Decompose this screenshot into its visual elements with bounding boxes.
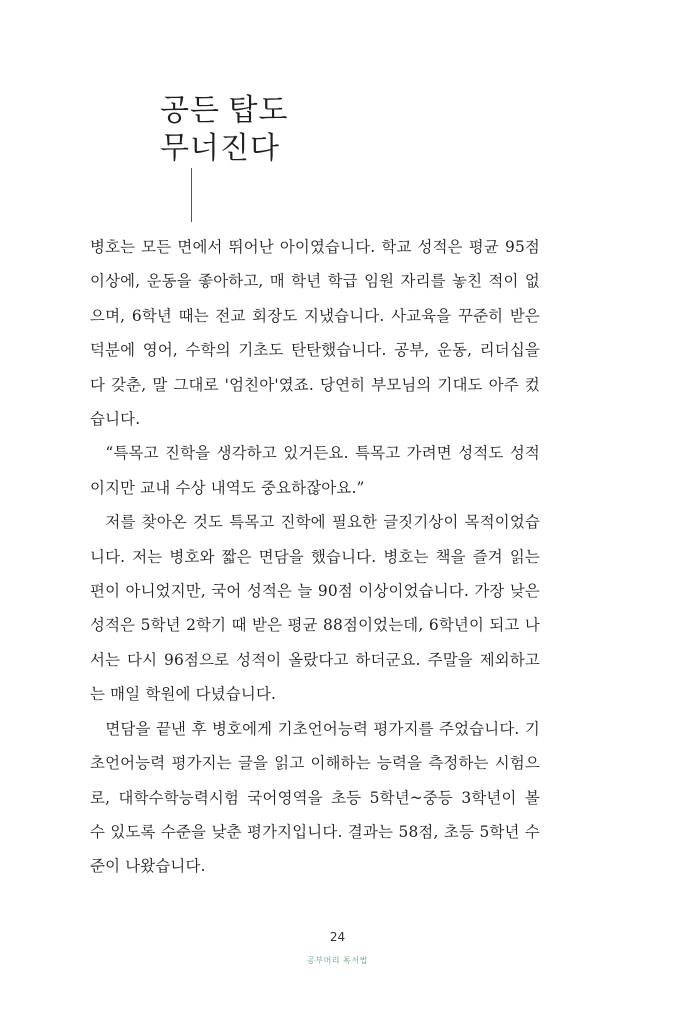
body-text bbox=[90, 230, 540, 884]
running-footer-title: 공부머리 독서법 bbox=[307, 956, 368, 965]
paragraph-2-quote: “특목고 진학을 생각하고 있거든요. 특목고 가려면 성적도 성적이지만 교내 수상 내역도 중요하잖아요.” bbox=[90, 444, 540, 497]
page-number: 24 bbox=[329, 930, 346, 944]
title-divider-rule bbox=[191, 168, 192, 222]
chapter-title-line-1: 공든 탑도 bbox=[160, 94, 289, 127]
chapter-title bbox=[160, 92, 288, 168]
paragraph-1: 병호는 모든 면에서 뛰어난 아이였습니다. 학교 성적은 평균 95점 이상에, 운동을 좋아하고, 매 학년 학급 임원 자리를 놓친 적이 없으며, 6학년 때는 전교 회장도 지냈습니다. 사교육을 꾸준히 받은 덕분에 영어, 수학의 기초도 탄탄했습니다. 공부, 운동, 리더십을 다 갖춘, 말 그대로 '엄친아'였죠. 당연히 부모님의 기대도 아주 컸습니다. bbox=[90, 238, 540, 429]
paragraph-3: 저를 찾아온 것도 특목고 진학에 필요한 글짓기상이 목적이었습니다. 저는 병호와 짧은 면담을 했습니다. 병호는 책을 즐겨 읽는 편이 아니었지만, 국어 성적은 늘 90점 이상이었습니다. 가장 낮은 성적은 5학년 2학기 때 받은 평균 88점이었는데, 6학년이 되고 나서는 다시 96점으로 성적이 올랐다고 하더군요. 주말을 제외하고는 매일 학원에 다녔습니다. bbox=[90, 513, 540, 704]
chapter-title-line-2: 무너진다 bbox=[160, 132, 280, 165]
paragraph-4: 면담을 끝낸 후 병호에게 기초언어능력 평가지를 주었습니다. 기초언어능력 평가지는 글을 읽고 이해하는 능력을 측정하는 시험으로, 대학수학능력시험 국어영역을 초등 5학년~중등 3학년이 볼 수 있도록 수준을 낮춘 평가지입니다. 결과는 58점, 초등 5학년 수준이 나왔습니다. bbox=[90, 719, 540, 876]
